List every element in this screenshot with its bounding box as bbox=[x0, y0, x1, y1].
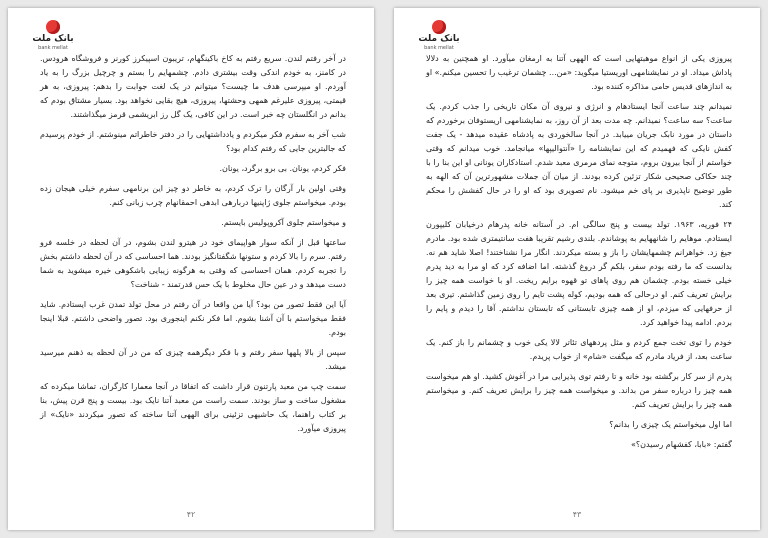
paragraph: نمیدانم چند ساعت آنجا ایستادهام و انرژی و نیروی آن مکان تاریخی را جذب کردم. یک ساعت؟ سه ساعت؟ نمیدانم. چه مدت بعد از آن روز، به نمایشنامهی اریستوفان برخوردم که داستان در مورد نابک جریان مییابد. در آنجا سالخوردی به پادشاه عقیده میدهد - یک جفت کفش نایکی که فهمیدم که این نمایشنامه را «آنتوالیپها» میانجامد. خوب میدانم که وقتی خواستم از آنجا بیرون بروم، متوجه نمای مرمری معبد شدم. استادکاران یونانی او این بنا را با چند حکاکی صحیحی شکار تزئین کرده بودند. از میان آن جملات مشهورترین آن که الهه به طور توضیح ناپذیری بر پای خم میشود. نام تصویری بود که او را در حال کفشش را محکم کند. bbox=[426, 102, 732, 209]
date-paragraph: ۲۴ فوریه، ۱۹۶۳. تولد بیست و پنج سالگی ام. در آستانه خانه پدرهام درخیابان کلیپورن ایستادم. موهایم را شانههایم به پوشاندم. بلندی رشیم تقریبا هفت سانتیمتری شده بود. مادرم جیغ زد. خواهرانم چشمهایشان را باز و بسته میکردند. انگار مرا نشناختند! اصلا شاید هم نه. بدانست که ما رفته بودم سفر، بلکم گر دروغ گذشته. اما اضافه کرد که او مرا به دید پدرم خیلی خسته بودم. چشمان هم روی پاهای تو قهوه برایم ریخت. او با خواست همه چیز را برایش تعریف کنم. او درحالی که همه بودیم، کوله پشت تایم را روی زمین گذاشتم. تیری بعد از حرفهایی که میزدم، او از همه چیزی تابستانی که تابستان نداشتم. آقا را دیدم و پایم را بردم. ادامه پیدا خواهید کرد. bbox=[426, 220, 732, 327]
paragraph: خودم را توی تخت جمع کردم و مثل پردههای تئاتر لالا یکی خوب و چشمانم را باز کنم. یک ساعت بعد، از فریاد مادرم که میگفت «شام» از خواب پریدم. bbox=[426, 338, 732, 361]
paragraph: اما اول میخواستم یک چیزی را بدانم؟ bbox=[609, 420, 732, 429]
bank-mellat-logo bbox=[412, 20, 468, 51]
paragraph: در آخر رفتم لندن. سریع رفتم به کاخ باکینگهام، تریبون اسپیکرز کورنر و فروشگاه هرودس. در کامنز، به خودم اندکی وقت بیشتری دادم. چشمهایم را بستم و چرچیل بزرگ را به یاد آوردم. او میپرسی هدف ما چیست؟ میتوانم در یک لغت جوابت را بدهم: پیروزی، به هر قیمتی، پیروزی علیرغم همهی وحشتها، پیروزی، هیچ بقایی نخواهد بود. بسیار مشتاق بودم که بدانم در انگلستان چه خبر است. در این کافی، یک گل رز ابریشمی قرمز میگذاشتند. bbox=[40, 54, 346, 119]
paragraph: پدرم از سر کار برگشته بود خانه و تا رفتم توی پذیرایی مرا در آغوش کشید. او هم میخواست همه چیز را درباره سفر من بداند. و میخواست همه چیز را برایش تعریف کنم. و میخواستم همه چیز را برایش تعریف کنم. bbox=[426, 372, 732, 409]
paragraph: پیروزی یکی از انواع موهبتهایی است که الههی آتنا به ارمغان میآورد. او همچنین به دلالا پاداش میداد. او در نمایشنامهی اوریستیا میگوید: «من... چشمان ترغیب را تحسین میکنم.» او به اندازهای قدیس حامی مذاکره کننده بود. bbox=[426, 54, 732, 91]
left-page bbox=[8, 8, 374, 530]
logo-name: بانک ملت bbox=[32, 34, 74, 44]
paragraph: ساعتها قبل از آنکه سوار هواپیمای خود در هیترو لندن بشوم، در آن لحظه در خلسه فرو رفتم. سرم را بالا کردم و ستونها شگفتانگیز بودند. هما احساسی که در آن لحظه داشتم بخش را تجربه کردم. همان احساسی که وقتی به هرگونه زیبایی باشکوهی خیره میشوید به شما دست میدهد و در عین حال مخلوط با یک حس قدرتمند - شناخت؟ bbox=[40, 238, 346, 289]
right-page bbox=[394, 8, 760, 530]
logo-latin: bank mellat bbox=[424, 45, 454, 51]
paragraph: و میخواستم جلوی آکروپولیس بایستم. bbox=[221, 218, 346, 227]
bank-mellat-logo bbox=[26, 20, 82, 51]
paragraph: سپس از بالا پلهها سفر رفتم و با فکر دیگرهمه چیزی که من در آن لحظه به ذهنم میرسید میشد. bbox=[40, 348, 346, 371]
paragraph: وقتی اولین بار آرگان را ترک کردم، به خاطر دو چیز این برنامهی سفرم خیلی هیجان زده بودم. میخواستم جلوی ژاپنیها دربارهی ابدهی احمقانهام چرب زبانی کنم. bbox=[40, 184, 346, 207]
paragraph: شب آخر به سفرم فکر میکردم و یادداشتهایی را در دفتر خاطراتم مینوشتم. از خودم پرسیدم که جالبترین جایی که رفتم کدام بود؟ bbox=[40, 130, 346, 153]
page-number: ۴۲ bbox=[186, 510, 196, 519]
logo-name: بانک ملت bbox=[418, 34, 460, 44]
paragraph: گفتم: «بابا، کفشهام رسیدن؟» bbox=[631, 440, 732, 449]
paragraph: فکر کردم، یونان. بی برو برگرد، یونان. bbox=[219, 164, 346, 173]
page-number: ۴۳ bbox=[572, 510, 582, 519]
paragraph: سمت چپ من معبد پارتنون قرار داشت که اتفاقا در آنجا معمارا کارگران، تماشا میکرده که مشغول ساخت و ساز بودند. سمت راست من معبد آتنا نایک بود. بیست و پنج قرن پیش، بنا بر کتاب راهنما، یک حاشیهی تزئینی برای الههی آتنا ساخته که تصور میکردند «نایک» از پیروزی میآورد. bbox=[40, 382, 346, 433]
logo-latin: bank mellat bbox=[38, 45, 68, 51]
paragraph: آیا این فقط تصور من بود؟ آیا من واقعا در آن رفتم در محل تولد تمدن غرب ایستادم. شاید فقط میخواستم با آن آشنا بشوم. اما فکر نکنم اینجوری بود. تصور واضحی داشتم. قبلا اینجا بودم. bbox=[40, 300, 346, 337]
